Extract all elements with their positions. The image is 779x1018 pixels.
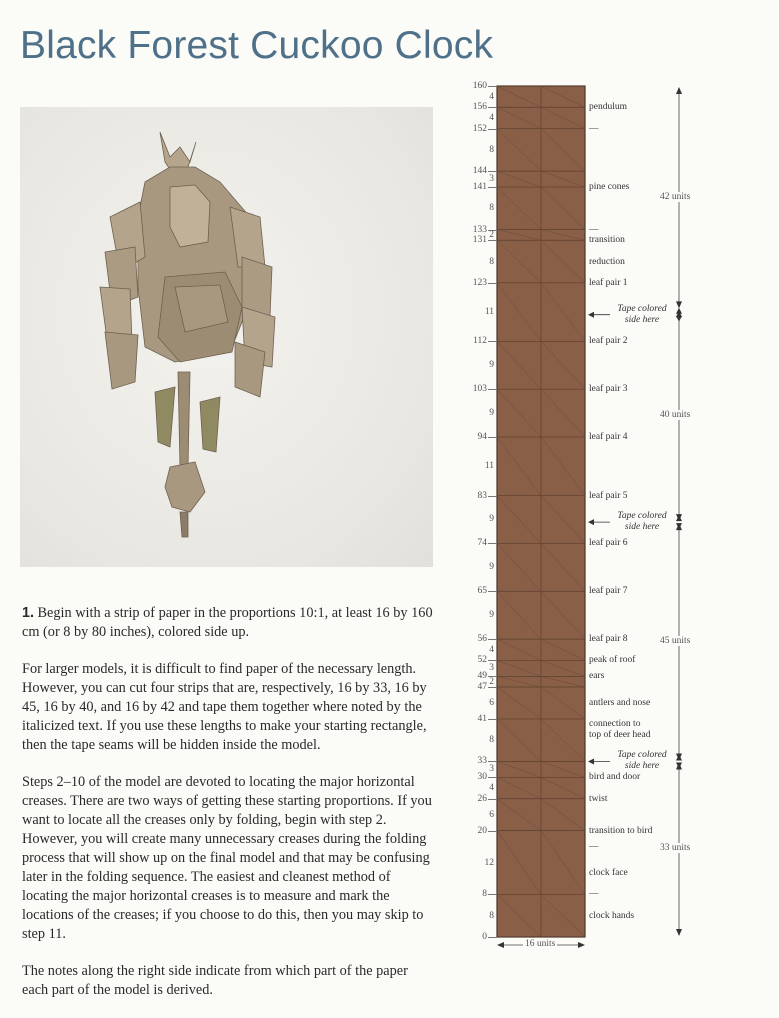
diagonal-crease [497, 230, 541, 241]
tape-note [612, 511, 672, 533]
scale-tick [488, 341, 497, 342]
scale-tick [488, 107, 497, 108]
dimension-arrowhead [676, 514, 682, 521]
part-label: leaf pair 1 [589, 277, 628, 288]
diagonal-crease [497, 129, 541, 172]
diagonal-crease [541, 389, 585, 437]
part-marker: — [589, 123, 599, 134]
gap-number: 4 [489, 783, 494, 794]
scale-tick [488, 187, 497, 188]
scale-number: 152 [472, 123, 487, 134]
diagonal-crease [497, 676, 541, 687]
gap-number: 6 [489, 697, 494, 708]
diagonal-crease [497, 639, 541, 660]
seam-marker-icon [676, 515, 682, 521]
scale-tick [488, 639, 497, 640]
paragraph-text: For larger models, it is difficult to find paper of the necessary length. However, you can cut four strips that are, respectively, 16 by 33, 16 by 45, 16 by 40, and 16 by 42 and tape them together where noted by the italicized text. If you use these lengths to make your starting rectangle, then the tape seams will be hidden inside the model. [22, 661, 427, 753]
diagonal-crease [497, 660, 541, 676]
paragraph-text: Steps 2–10 of the model are devoted to locating the major horizontal creases. There are two ways of getting these starting proportions. If you want to locate all the creases only by folding, begin with step 2. However, you will create many unnecessary creases during the folding process that will show up on the final model and that may be confusing later in the folding sequence. The easiest and cleanest method of locating the major horizontal creases is to measure and mark the locations of the creases; if you choose to do this, then you may skip to step 11. [22, 774, 432, 942]
gap-number: 4 [489, 644, 494, 655]
diagonal-crease [541, 639, 585, 660]
part-marker: — [589, 889, 599, 900]
diagonal-crease [497, 591, 541, 639]
diagonal-crease [497, 894, 541, 937]
scale-tick [488, 129, 497, 130]
dimension-arrowhead [676, 762, 682, 769]
instruction-paragraph [22, 773, 437, 944]
part-label: pendulum [589, 102, 627, 113]
instruction-paragraph [22, 604, 437, 642]
part-label: antlers and nose [589, 697, 651, 708]
seam-marker-icon [676, 523, 682, 529]
part-label: transition [589, 235, 625, 246]
gap-number: 8 [489, 256, 494, 267]
tape-note [612, 304, 672, 326]
diagonal-crease [541, 591, 585, 639]
part-label: top of deer head [589, 729, 651, 740]
gap-number: 3 [489, 174, 494, 185]
tape-note-line: side here [624, 761, 660, 772]
diagonal-crease [497, 171, 541, 187]
scale-number: 123 [472, 277, 487, 288]
gap-number: 12 [484, 857, 494, 868]
diagonal-crease [497, 389, 541, 437]
part-label: transition to bird [589, 825, 653, 836]
dimension-arrowhead [676, 87, 682, 94]
diagonal-crease [497, 687, 541, 719]
diagonal-crease [497, 831, 541, 895]
scale-number: 131 [472, 235, 487, 246]
diagonal-crease [497, 107, 541, 128]
scale-tick [488, 777, 497, 778]
dimension-arrowhead [676, 753, 682, 760]
gap-number: 4 [489, 112, 494, 123]
gap-number: 11 [484, 307, 494, 318]
page-title: Black Forest Cuckoo Clock [20, 24, 494, 67]
diagonal-crease [541, 660, 585, 676]
scale-tick [488, 761, 497, 762]
width-arrowhead [578, 942, 585, 948]
diagonal-crease [541, 129, 585, 172]
part-label: leaf pair 3 [589, 384, 628, 395]
seam-marker-icon [676, 754, 682, 760]
diagonal-crease [497, 187, 541, 230]
dimension-arrowhead [676, 929, 682, 936]
scale-tick [488, 86, 497, 87]
part-label: pine cones [589, 182, 630, 193]
scale-number: 56 [477, 634, 487, 645]
scale-tick [488, 389, 497, 390]
scale-number: 30 [477, 772, 487, 783]
diagonal-crease [541, 831, 585, 895]
diagonal-crease [497, 86, 541, 107]
diagonal-crease [497, 341, 541, 389]
dimension-arrowhead [676, 301, 682, 308]
scale-tick [488, 937, 497, 938]
part-label: leaf pair 6 [589, 538, 628, 549]
part-label: ears [589, 671, 605, 682]
gap-number: 3 [489, 663, 494, 674]
dimension-arrowhead [676, 310, 682, 317]
gap-number: 3 [489, 764, 494, 775]
gap-number: 11 [484, 461, 494, 472]
part-label: leaf pair 8 [589, 634, 628, 645]
scale-number: 94 [477, 432, 487, 443]
dimension-label: 40 units [660, 409, 691, 420]
scale-number: 160 [472, 81, 487, 91]
diagonal-crease [497, 437, 541, 496]
scale-tick [488, 591, 497, 592]
paragraph-text: Begin with a strip of paper in the proportions 10:1, at least 16 by 160 cm (or 8 by 80 inches), colored side up. [22, 605, 433, 640]
gap-number: 8 [489, 910, 494, 921]
diagonal-crease [541, 171, 585, 187]
part-label: connection to [589, 719, 641, 730]
scale-number: 156 [472, 102, 487, 113]
gap-number: 9 [489, 610, 494, 621]
tape-arrowhead [588, 519, 594, 525]
instruction-paragraph [22, 962, 437, 1000]
gap-number: 8 [489, 203, 494, 214]
tape-arrowhead [588, 312, 594, 318]
origami-clock-illustration [20, 107, 433, 567]
diagonal-crease [541, 676, 585, 687]
diagonal-crease [541, 687, 585, 719]
width-arrowhead [497, 942, 504, 948]
instruction-paragraph [22, 660, 437, 755]
diagonal-crease [497, 761, 541, 777]
diagonal-crease [541, 107, 585, 128]
scale-number: 8 [482, 889, 487, 900]
part-label: twist [589, 793, 608, 804]
scale-tick [488, 687, 497, 688]
part-label: reduction [589, 256, 625, 267]
diagonal-crease [497, 283, 541, 342]
scale-number: 0 [482, 932, 487, 942]
gap-number: 4 [489, 91, 494, 102]
scale-number: 103 [472, 384, 487, 395]
scale-tick [488, 171, 497, 172]
diagonal-crease [541, 86, 585, 107]
diagonal-crease [541, 719, 585, 762]
scale-number: 83 [477, 490, 487, 501]
diagonal-crease [541, 283, 585, 342]
diagonal-crease [541, 894, 585, 937]
seam-marker-icon [676, 316, 682, 322]
tape-note-line: Tape colored [617, 303, 667, 314]
gap-number: 8 [489, 144, 494, 155]
diagonal-crease [497, 799, 541, 831]
tape-note-line: side here [624, 314, 660, 325]
part-marker: — [589, 224, 599, 235]
part-marker: — [589, 841, 599, 852]
scale-number: 74 [477, 538, 487, 549]
diagonal-crease [497, 240, 541, 283]
scale-number: 144 [472, 166, 487, 177]
gap-number: 9 [489, 408, 494, 419]
part-label: leaf pair 4 [589, 432, 628, 443]
gap-number: 9 [489, 360, 494, 371]
scale-number: 65 [477, 586, 487, 597]
gap-number: 9 [489, 562, 494, 573]
part-label: clock face [589, 868, 628, 879]
scale-tick [488, 283, 497, 284]
dimension-label: 42 units [660, 191, 691, 202]
paper-strip [497, 86, 585, 937]
scale-tick [488, 437, 497, 438]
dimension-label: 33 units [660, 843, 691, 854]
scale-tick [488, 831, 497, 832]
width-label: 16 units [525, 939, 556, 949]
diagonal-crease [541, 777, 585, 798]
seam-marker-icon [676, 762, 682, 768]
scale-tick [488, 799, 497, 800]
part-label: leaf pair 2 [589, 336, 628, 347]
cuckoo-clock-photo [20, 107, 433, 567]
diagonal-crease [541, 341, 585, 389]
paragraph-text: The notes along the right side indicate from which part of the paper each part of the model is derived. [22, 963, 408, 998]
scale-number: 33 [477, 756, 487, 767]
diagonal-crease [541, 230, 585, 241]
diagonal-crease [541, 799, 585, 831]
scale-number: 20 [477, 825, 487, 836]
scale-number: 112 [473, 336, 487, 347]
scale-number: 133 [472, 224, 487, 235]
part-label: bird and door [589, 772, 641, 783]
tape-note-line: Tape colored [617, 750, 667, 761]
diagonal-crease [541, 496, 585, 544]
instructions-text [22, 604, 437, 1018]
scale-number: 41 [477, 713, 487, 724]
scale-number: 52 [477, 655, 487, 666]
scale-number: 26 [477, 793, 487, 804]
tape-note-line: side here [624, 522, 660, 533]
scale-tick [488, 660, 497, 661]
scale-number: 47 [477, 682, 487, 693]
diagonal-crease [541, 437, 585, 496]
scale-tick [488, 719, 497, 720]
scale-tick [488, 496, 497, 497]
tape-arrowhead [588, 758, 594, 764]
diagonal-crease [497, 543, 541, 591]
gap-number: 8 [489, 735, 494, 746]
part-label: clock hands [589, 910, 635, 921]
diagonal-crease [497, 719, 541, 762]
diagonal-crease [541, 187, 585, 230]
scale-tick [488, 894, 497, 895]
gap-number: 6 [489, 809, 494, 820]
part-label: peak of roof [589, 655, 636, 666]
scale-number: 141 [472, 182, 487, 193]
seam-marker-icon [676, 308, 682, 314]
diagonal-crease [541, 240, 585, 283]
scale-tick [488, 240, 497, 241]
scale-number: 49 [477, 671, 487, 682]
part-label: leaf pair 5 [589, 490, 628, 501]
step-number: 1. [22, 605, 34, 621]
tape-note-line: Tape colored [617, 511, 667, 522]
dimension-label: 45 units [660, 635, 691, 646]
diagonal-crease [497, 777, 541, 798]
gap-number: 9 [489, 514, 494, 525]
dimension-arrowhead [676, 523, 682, 530]
part-label: leaf pair 7 [589, 586, 628, 597]
diagonal-crease [541, 761, 585, 777]
diagonal-crease [497, 496, 541, 544]
diagonal-crease [541, 543, 585, 591]
tape-note [612, 750, 672, 772]
scale-tick [488, 543, 497, 544]
gap-number: 2 [489, 676, 494, 687]
gap-number: 2 [489, 229, 494, 240]
